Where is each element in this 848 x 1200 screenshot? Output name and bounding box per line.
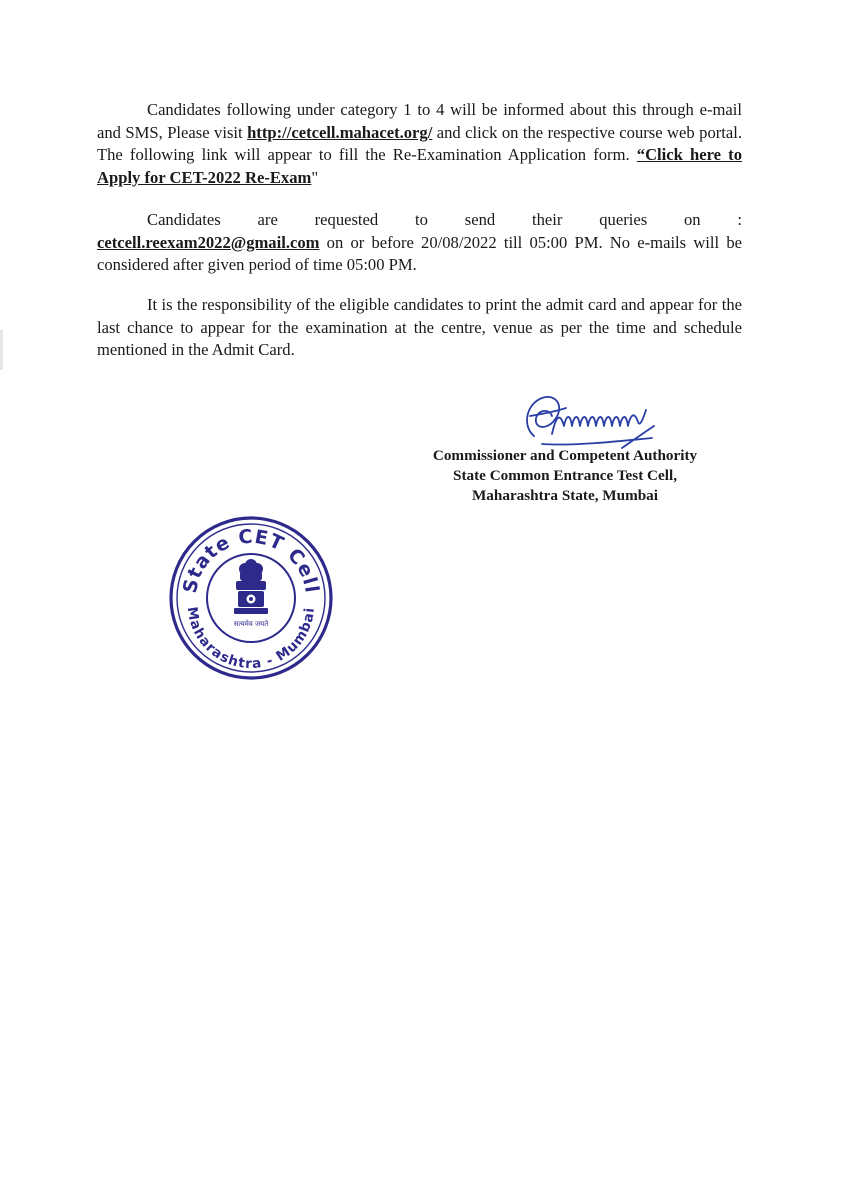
national-emblem-icon [234, 559, 268, 614]
paragraph1-text-b: and click on the respective course web portal. The following link will appear to fill the Re-Examination Application form. [97, 122, 743, 164]
word: their [532, 210, 563, 229]
word: to [415, 210, 428, 229]
svg-text:Maharashtra - Mumbai: Maharashtra - Mumbai [183, 605, 319, 673]
svg-text:State CET Cell: State CET Cell [179, 525, 323, 596]
paragraph1-text-a: Candidates following under category 1 to 4 will be informed about this through e-mail and SMS, Please visit [97, 100, 742, 142]
paragraph-apply-info [97, 99, 742, 189]
word: Candidates [147, 210, 221, 229]
signatory-title: Commissioner and Competent Authority [432, 447, 698, 464]
word: are [257, 210, 278, 229]
queries-first-line [97, 209, 742, 232]
paragraph-queries [97, 209, 742, 277]
paragraph3-text: It is the responsibility of the eligible candidates to print the admit card and appear for the last chance to appear for the examination at the centre, venue as per the time and schedule mentioned in the Admit Card. [97, 295, 742, 359]
word: requested [314, 210, 379, 229]
word: : [737, 210, 742, 229]
paragraph2-text: on or before 20/08/2022 till 05:00 PM. No e-mails will be considered after given period of time 05:00 PM. [97, 232, 742, 274]
word: on [683, 210, 701, 229]
queries-rest [97, 232, 742, 277]
seal-motto: सत्यमेव जयते [233, 620, 269, 628]
apply-re-exam-link[interactable]: “Click here to Apply for CET-2022 Re-Exam [97, 145, 742, 187]
signatory-location: Maharashtra State, Mumbai [471, 487, 659, 504]
paragraph1-text-c: " [311, 167, 319, 187]
query-email-link[interactable]: cetcell.reexam2022@gmail.com [97, 232, 320, 252]
signatory-office: State Common Entrance Test Cell, [453, 467, 677, 484]
office-seal-stamp [166, 513, 336, 683]
scan-edge-mark [0, 330, 3, 370]
word: queries [599, 210, 648, 229]
word: send [464, 210, 496, 229]
signatory-block [405, 446, 725, 506]
portal-link[interactable]: http://cetcell.mahacet.org/ [247, 122, 433, 142]
paragraph-responsibility [97, 294, 742, 362]
